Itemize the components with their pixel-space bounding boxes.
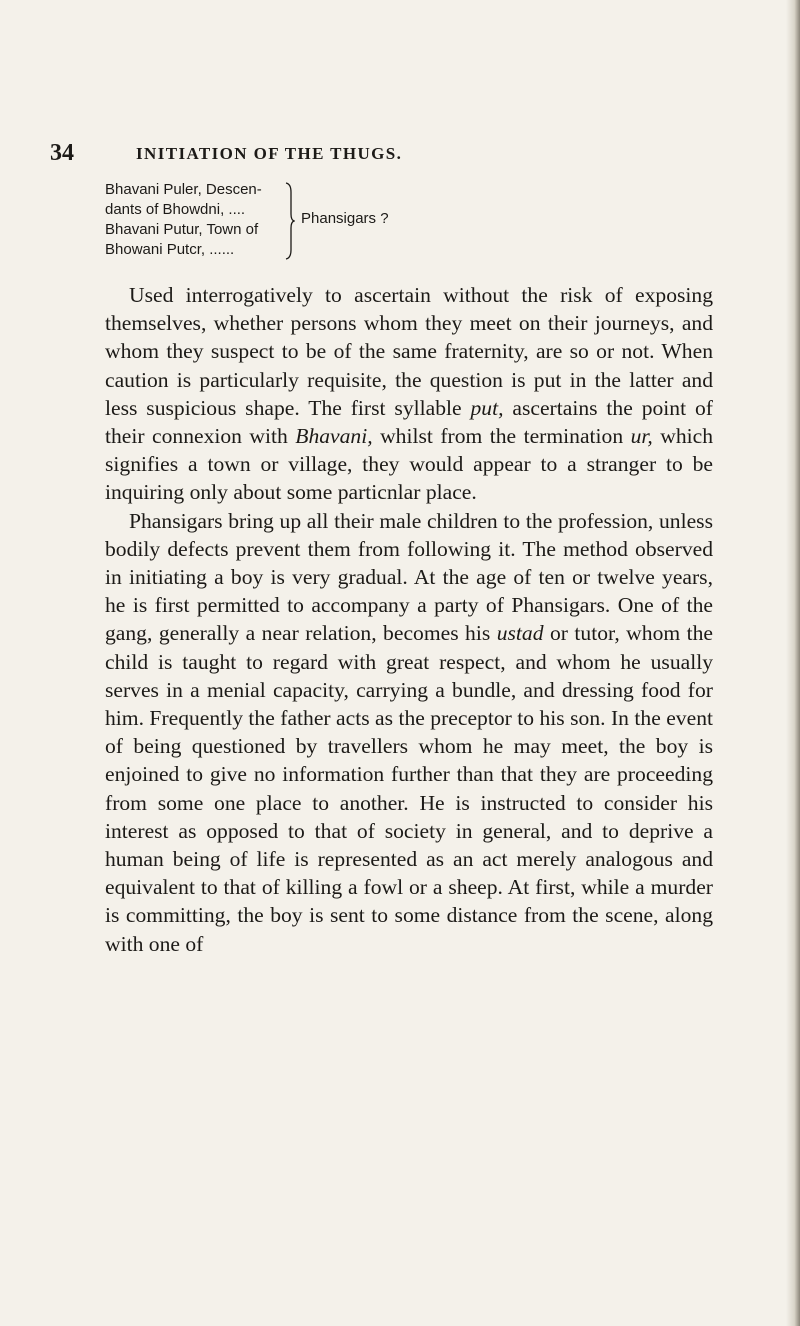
entry-line: Bhavani Putur, Town of bbox=[105, 221, 259, 238]
italic-term: ustad bbox=[496, 621, 544, 646]
paragraph bbox=[105, 507, 713, 958]
glossary-entry bbox=[105, 180, 665, 280]
running-title: INITIATION OF THE THUGS. bbox=[136, 144, 403, 163]
text-run: ascertains the point of their connexion with bbox=[105, 395, 713, 449]
curly-brace-icon bbox=[285, 182, 295, 260]
entry-line: Bhavani Puler, Descen- bbox=[105, 181, 262, 198]
text-run: whilst from the termination bbox=[372, 424, 631, 449]
text-run: or tutor, whom the child is taught to regard with great respect, and whom he usually serves in a menial capacity, carrying a bundle, and dressing food for him. Frequently the father acts as the preceptor to his son. In the event of being questioned by travellers whom he may meet, the boy is enjoined to give no information further than that they are proceeding from some one place to another. He is instructed to consider his interest as opposed to that of society in general, and to deprive a human being of life is represented as an act merely analogous and equivalent to that of killing a fowl or a sheep. At first, while a murder is committing, the boy is sent to some distance from the scene, along with one of bbox=[105, 621, 713, 956]
text-run: which signifies a town or village, they would appear to a stranger to be inquiring only about some particnlar place. bbox=[105, 424, 714, 505]
italic-term: ur, bbox=[630, 424, 653, 449]
text-run: Used interrogatively to ascertain without the risk of exposing themselves, whether persons whom they meet on their journeys, and whom they suspect to be of the same fraternity, are so or not. When caution is particularly requisite, the question is put in the latter and less suspicious shape. The first syllable bbox=[105, 283, 713, 420]
italic-term: put, bbox=[470, 395, 504, 420]
entry-line: dants of Bhowdni, .... bbox=[105, 201, 246, 218]
text-run: Phansigars bring up all their male children to the profession, unless bodily defects prevent them from following it. The method observed in initiating a boy is very gradual. At the age of ten or twelve years, he is first permitted to accompany a party of Phansigars. One of the gang, generally a near relation, becomes his bbox=[105, 508, 713, 646]
entry-terms bbox=[105, 180, 277, 260]
page-number: 34 bbox=[50, 140, 74, 166]
running-head bbox=[50, 140, 750, 166]
paragraph bbox=[105, 281, 713, 507]
entry-meaning: Phansigars ? bbox=[301, 210, 389, 227]
page-edge-shadow bbox=[786, 0, 800, 1326]
entry-line: Bhowani Putcr, ...... bbox=[105, 241, 235, 258]
italic-term: Bhavani, bbox=[295, 424, 373, 449]
body-text bbox=[105, 281, 713, 958]
